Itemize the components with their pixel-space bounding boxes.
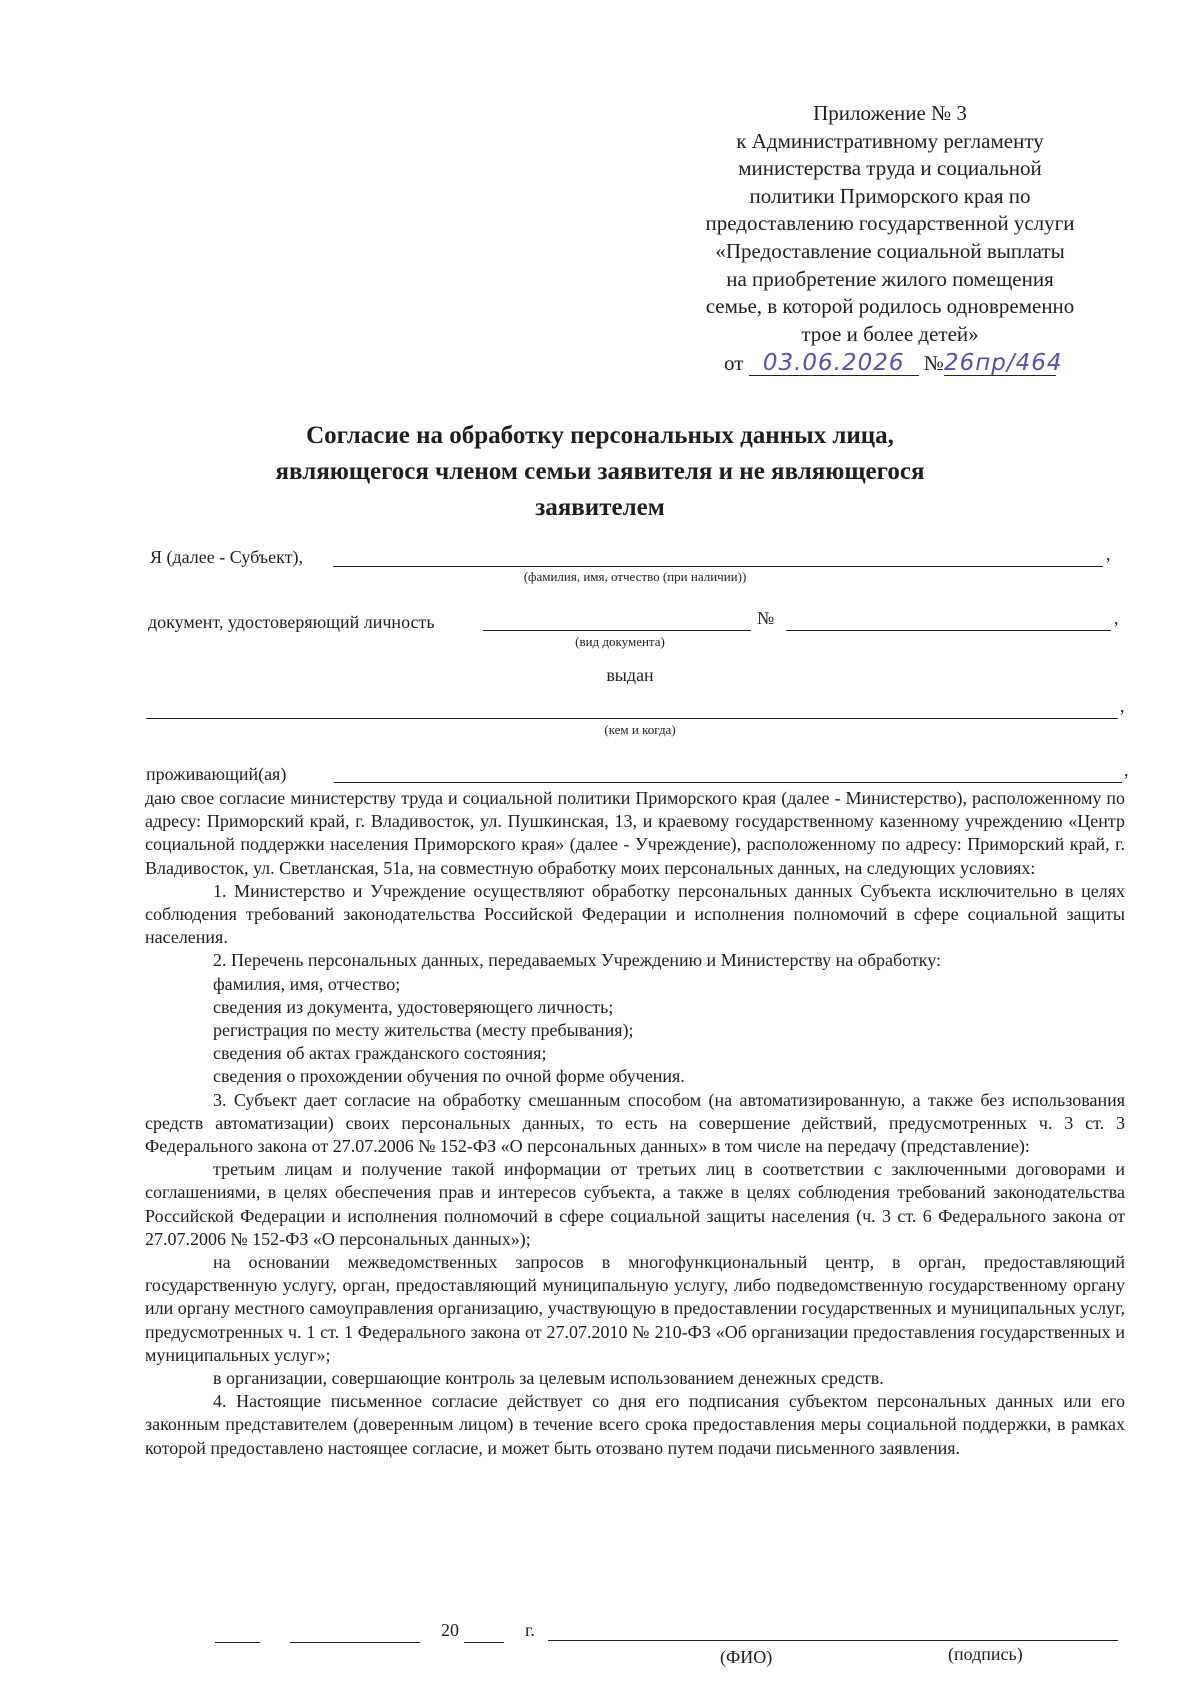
document-type-line[interactable]	[483, 630, 751, 631]
document-title	[215, 418, 985, 526]
clause-3: 3. Субъект дает согласие на обработку смешанным способом (на автоматизированную, а также без использования средств автоматизации) своих персональных данных, то есть на совершение действий, предусмотренных ч. 3 ст. 3 Федерального закона от 27.07.2006 № 152-ФЗ «О персональных данных» в том числе на передачу (представление):	[145, 1089, 1125, 1157]
appendix-line: политики Приморского края по	[749, 183, 1031, 208]
appendix-header	[660, 100, 1120, 378]
issued-caption: (кем и когда)	[604, 722, 676, 737]
date-prefix: от	[724, 351, 744, 376]
title-line: заявителем	[535, 494, 665, 521]
appendix-line: «Предоставление социальной выплаты	[715, 238, 1065, 263]
subject-name-line[interactable]	[333, 566, 1103, 567]
list-item: сведения о прохождении обучения по очной форме обучения.	[213, 1066, 685, 1087]
clause-3-third-parties: третьим лицам и получение такой информации от третьих лиц в соответствии с заключенными договорами и соглашениями, в целях обеспечения прав и интересов субъекта, а также в целях соблюдения требований законодательства Российской Федерации и исполнения полномочий в сфере социальной защиты населения (ч. 3 ст. 6 Федерального закона от 27.07.2006 № 152-ФЗ «О персональных данных»);	[145, 1159, 1125, 1249]
consent-body	[145, 787, 1125, 1460]
clause-3-interagency: на основании межведомственных запросов в многофункциональный центр, в орган, предоставляющий государственную услугу, орган, предоставляющий муниципальную услугу, либо подведомственную государственному органу или органу местного самоуправления организацию, участвующую в предоставлении государственных и муниципальных услуг, предусмотренных ч. 1 ст. 1 Федерального закона от 27.07.2010 № 210-ФЗ «Об организации предоставления государственных и муниципальных услуг»;	[145, 1252, 1125, 1365]
signature-row	[0, 1620, 1200, 1667]
appendix-line: трое и более детей»	[801, 321, 979, 346]
handwritten-date: 03.06.2026	[762, 350, 905, 377]
appendix-line: к Административному регламенту	[736, 128, 1044, 153]
month-line[interactable]	[290, 1642, 420, 1643]
appendix-line: на приобретение жилого помещения	[726, 266, 1054, 291]
appendix-date-number	[660, 350, 1120, 378]
appendix-line: семье, в которой родилось одновременно	[705, 294, 1075, 319]
year-suffix: г.	[525, 1620, 535, 1640]
clause-3-control-orgs: в организации, совершающие контроль за целевым использованием денежных средств.	[213, 1368, 884, 1389]
issued-line[interactable]	[146, 718, 1118, 719]
residing-address-line[interactable]	[334, 782, 1122, 783]
clause-1: 1. Министерство и Учреждение осуществляют обработку персональных данных Субъекта исключительно в целях соблюдения требований законодательства Российской Федерации и исполнения полномочий в сфере социальной защиты населения.	[145, 880, 1125, 948]
issued-label: выдан	[606, 665, 654, 685]
document-number-sign: №	[757, 608, 775, 628]
title-line: Согласие на обработку персональных данных лица,	[306, 422, 894, 449]
clause-2: 2. Перечень персональных данных, передаваемых Учреждению и Министерству на обработку:	[213, 950, 941, 971]
signature-caption: (подпись)	[948, 1644, 1023, 1664]
document-number-line[interactable]	[786, 630, 1111, 631]
residing-comma: ,	[1124, 760, 1129, 780]
title-line: являющегося членом семьи заявителя и не являющегося	[275, 458, 925, 485]
day-line[interactable]	[215, 1642, 260, 1643]
document-caption: (вид документа)	[575, 634, 665, 649]
appendix-line: предоставлению государственной услуги	[705, 211, 1075, 236]
residing-label: проживающий(ая)	[146, 764, 287, 784]
appendix-line: министерства труда и социальной	[738, 156, 1042, 181]
issued-comma: ,	[1120, 696, 1125, 716]
document-label: документ, удостоверяющий личность	[148, 612, 435, 632]
fio-caption: (ФИО)	[720, 1647, 773, 1667]
fio-signature-line[interactable]	[548, 1640, 1118, 1641]
appendix-line: Приложение № 3	[813, 101, 967, 125]
year-line[interactable]	[464, 1642, 504, 1643]
year-prefix: 20	[441, 1620, 459, 1640]
consent-intro: даю свое согласие министерству труда и социальной политики Приморского края (далее - Министерство), расположенному по адресу: Приморский край, г. Владивосток, ул. Пушкинская, 13, и краевому государственному казенному учреждению «Центр социальной поддержки населения Приморского края» (далее - Учреждение), расположенному по адресу: Приморский край, г. Владивосток, ул. Светланская, 51а, на совместную обработку моих персональных данных, на следующих условиях:	[145, 788, 1125, 878]
list-item: сведения из документа, удостоверяющего личность;	[213, 996, 614, 1017]
list-item: регистрация по месту жительства (месту пребывания);	[213, 1020, 634, 1041]
document-comma: ,	[1114, 608, 1119, 628]
clause-4: 4. Настоящие письменное согласие действует со дня его подписания субъектом персональных данных или его законным представителем (доверенным лицом) в течение всего срока предоставления меры социальной поддержки, в рамках которой предоставлено настоящее согласие, и может быть отозвано путем подачи письменного заявления.	[145, 1391, 1125, 1458]
date-field	[749, 351, 919, 376]
number-field	[943, 350, 1063, 377]
subject-caption: (фамилия, имя, отчество (при наличии))	[523, 569, 747, 584]
list-item: фамилия, имя, отчество;	[213, 973, 401, 994]
subject-label: Я (далее - Субъект),	[150, 547, 303, 567]
number-sign: №	[923, 351, 944, 376]
handwritten-number: 26пр/464	[943, 350, 1063, 377]
list-item: сведения об актах гражданского состояния;	[213, 1043, 547, 1064]
subject-comma: ,	[1106, 544, 1111, 564]
